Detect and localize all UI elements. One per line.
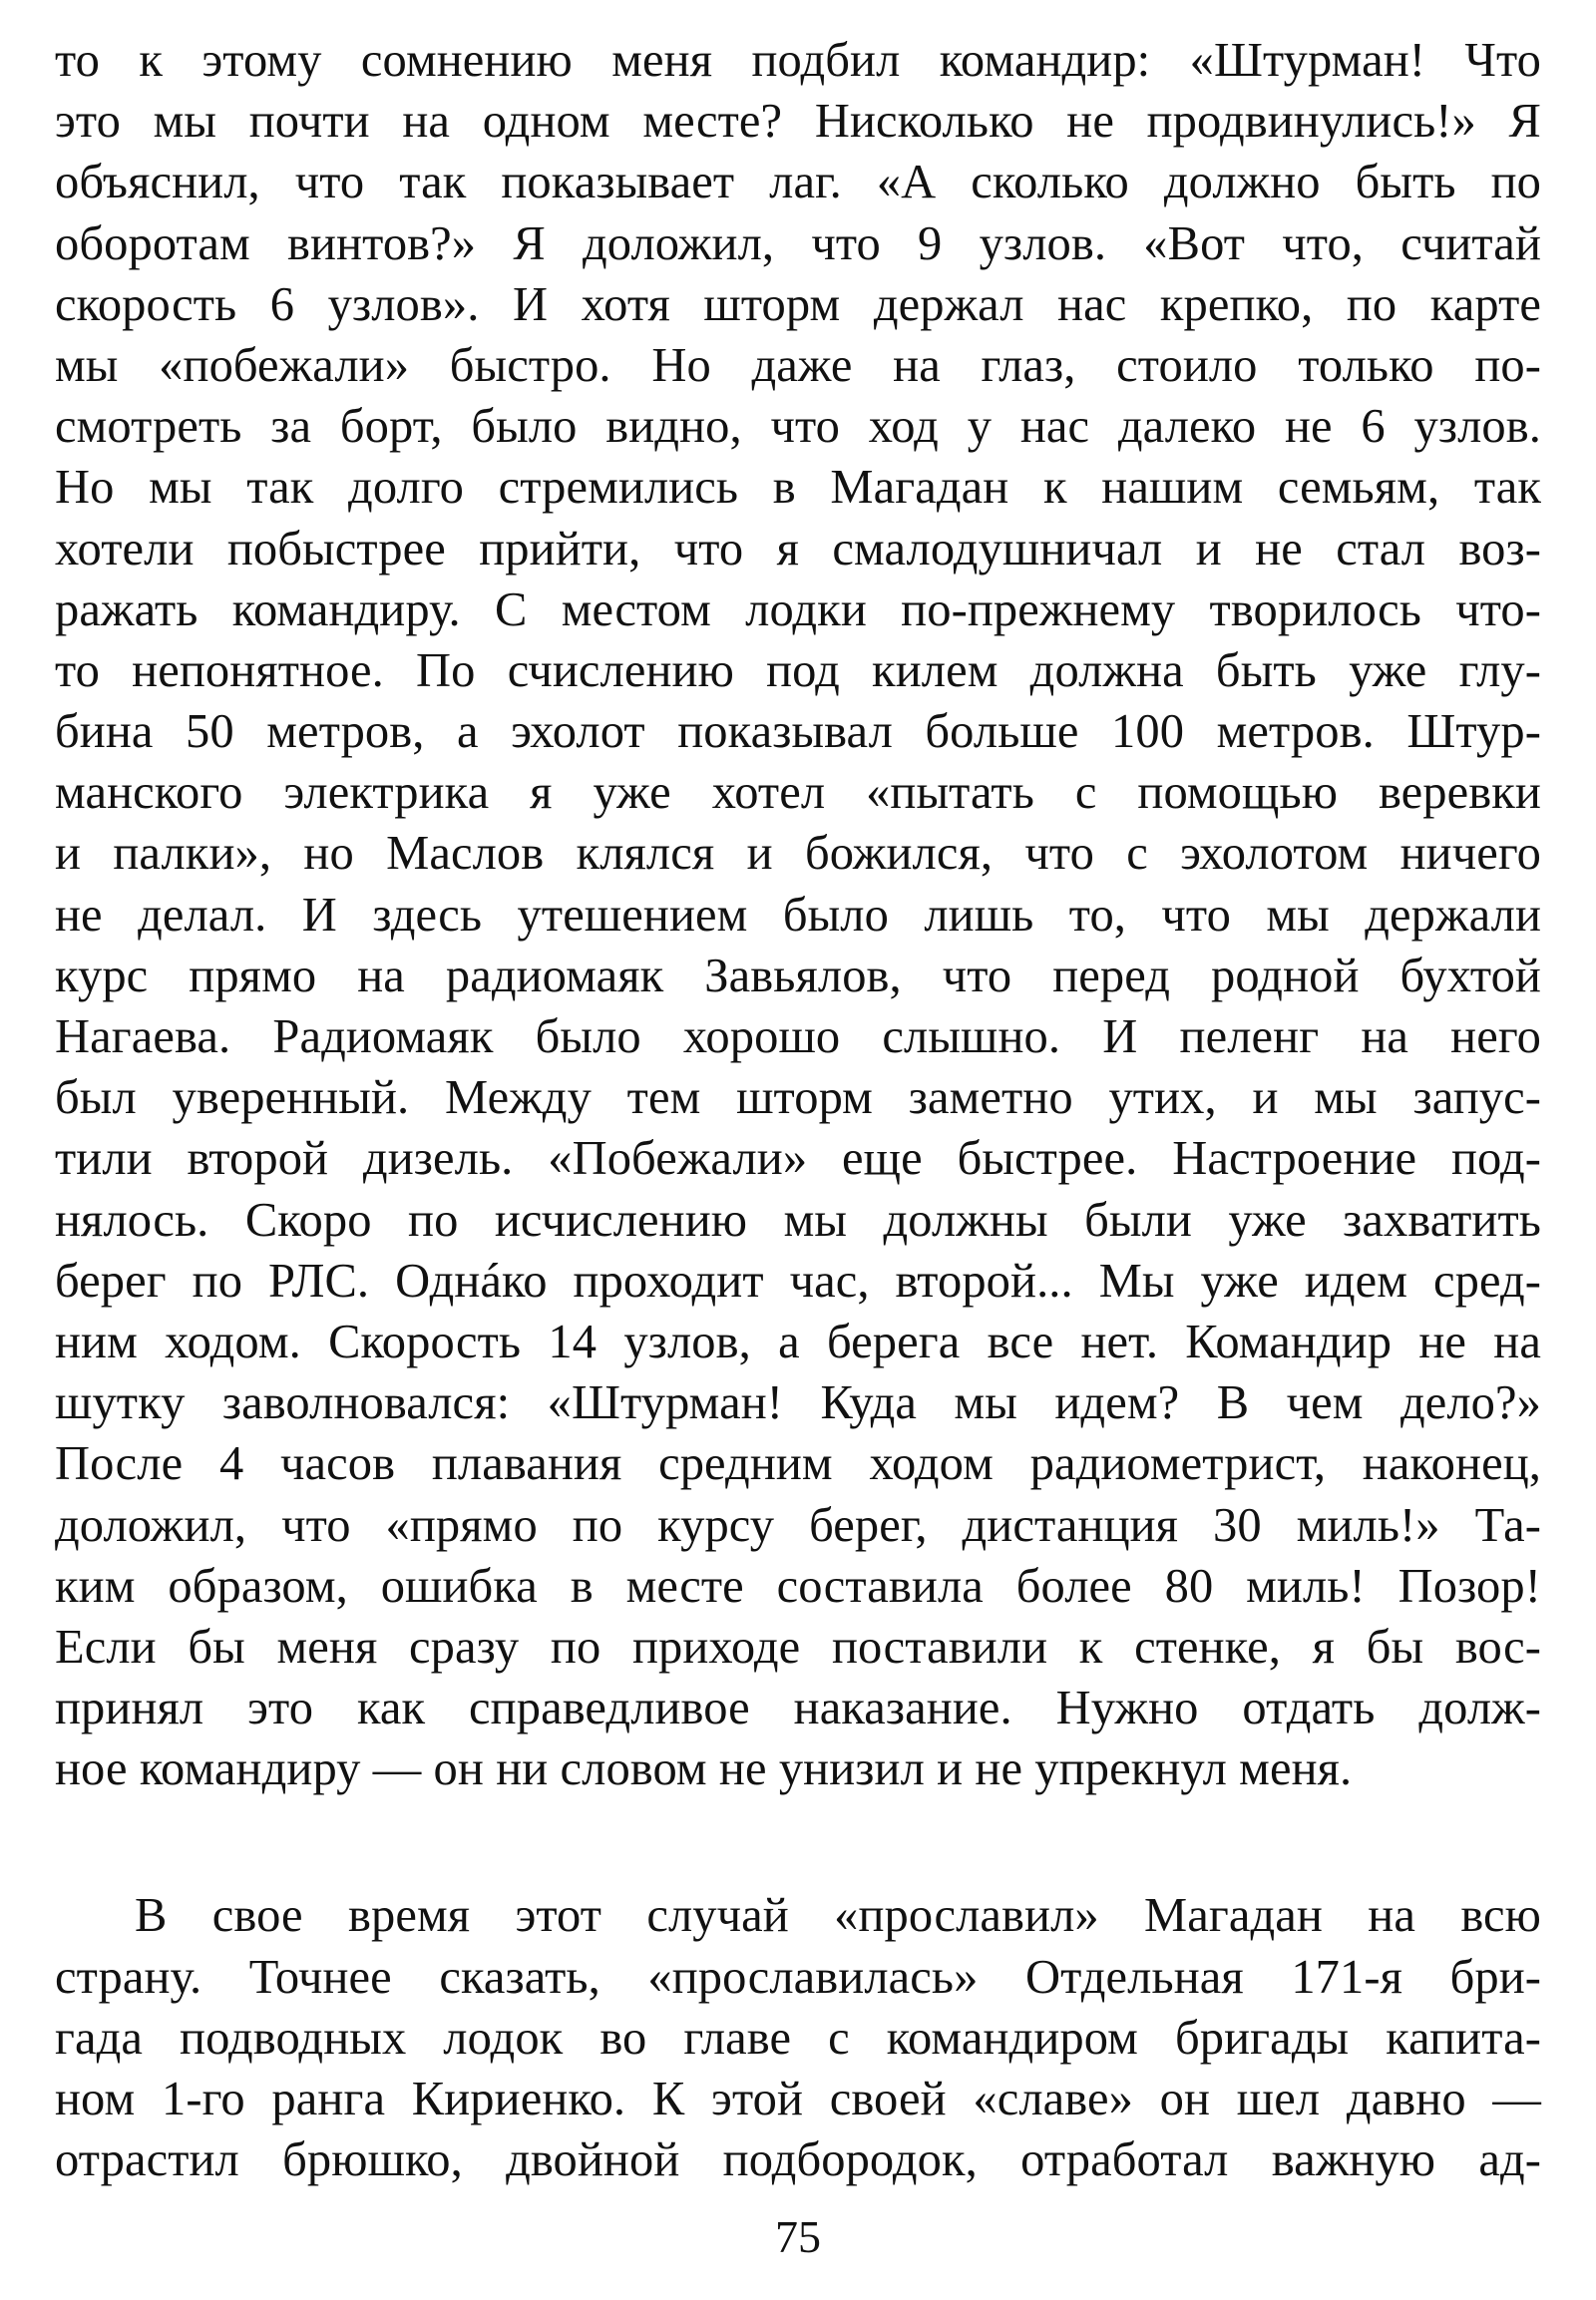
text-line: объяснил, что так показывает лаг. «А сколько должно быть по (55, 156, 1541, 209)
text-line: ним ходом. Скорость 14 узлов, а берега все нет. Командир не на (55, 1315, 1541, 1368)
text-line: мы «побежали» быстро. Но даже на глаз, стоило только по- (55, 338, 1541, 392)
text-line: шутку заволновался: «Штурман! Куда мы идем? В чем дело?» (55, 1376, 1541, 1430)
text-line: ном 1-го ранга Кириенко. К этой своей «славе» он шел давно — (55, 2073, 1541, 2125)
text-line: Нагаева. Радиомаяк было хорошо слышно. И пеленг на него (55, 1010, 1541, 1063)
text-line: то к этому сомнению меня подбил командир: «Штурман! Что (55, 34, 1541, 87)
text-line: это мы почти на одном месте? Нисколько не продвинулись!» Я (55, 95, 1541, 149)
text-line: Если бы меня сразу по приходе поставили к стенке, я бы вос- (55, 1620, 1541, 1674)
text-line: тили второй дизель. «Побежали» еще быстрее. Настроение под- (55, 1132, 1541, 1186)
text-line: Но мы так долго стремились в Магадан к нашим семьям, так (55, 461, 1541, 515)
text-line: принял это как справедливое наказание. Нужно отдать долж- (55, 1682, 1541, 1735)
text-line: смотреть за борт, было видно, что ход у нас далеко не 6 узлов. (55, 400, 1541, 454)
text-line: ное командиру — он ни словом не унизил и не упрекнул меня. (55, 1742, 1353, 1796)
text-line: В свое время этот случай «прославил» Магадан на всю (135, 1889, 1541, 1943)
text-line: манского электрика я уже хотел «пытать с помощью веревки (55, 766, 1541, 820)
text-line: то непонятное. По счислению под килем должна быть уже глу- (55, 643, 1541, 697)
text-line: ражать командиру. С местом лодки по-прежнему творилось что- (55, 582, 1541, 636)
text-line: бина 50 метров, а эхолот показывал больше 100 метров. Штур- (55, 705, 1541, 759)
text-line: страну. Точнее сказать, «прославилась» Отдельная 171-я бри- (55, 1950, 1541, 2004)
paragraph-2 (55, 1885, 1541, 2190)
text-line: ким образом, ошибка в месте составила более 80 миль! Позор! (55, 1559, 1541, 1613)
text-line: После 4 часов плавания средним ходом радиометрист, наконец, (55, 1437, 1541, 1491)
text-line: гада подводных лодок во главе с командиром бригады капита- (55, 2011, 1541, 2065)
text-line: нялось. Скоро по исчислению мы должны были уже захватить (55, 1193, 1541, 1247)
page-body (55, 30, 1541, 2190)
text-line: не делал. И здесь утешением было лишь то, что мы держали (55, 888, 1541, 942)
text-line: отрастил брюшко, двойной подбородок, отработал важную ад- (55, 2133, 1541, 2187)
page-number: 75 (775, 2211, 821, 2262)
text-line: был уверенный. Между тем шторм заметно утих, и мы запус- (55, 1071, 1541, 1125)
paragraph-gap (55, 1799, 1541, 1885)
text-line: хотели побыстрее прийти, что я смалодушничал и не стал воз- (55, 522, 1541, 575)
text-line: доложил, что «прямо по курсу берег, дистанция 30 миль!» Та- (55, 1498, 1541, 1552)
paragraph-1 (55, 30, 1541, 1799)
text-line: берег по РЛС. Однáко проходит час, второй... Мы уже идем сред- (55, 1254, 1541, 1308)
text-line: курс прямо на радиомаяк Завьялов, что перед родной бухтой (55, 949, 1541, 1002)
text-line: оборотам винтов?» Я доложил, что 9 узлов. «Вот что, считай (55, 216, 1541, 270)
text-line: скорость 6 узлов». И хотя шторм держал нас крепко, по карте (55, 277, 1541, 331)
text-line: и палки», но Маслов клялся и божился, что с эхолотом ничего (55, 827, 1541, 881)
